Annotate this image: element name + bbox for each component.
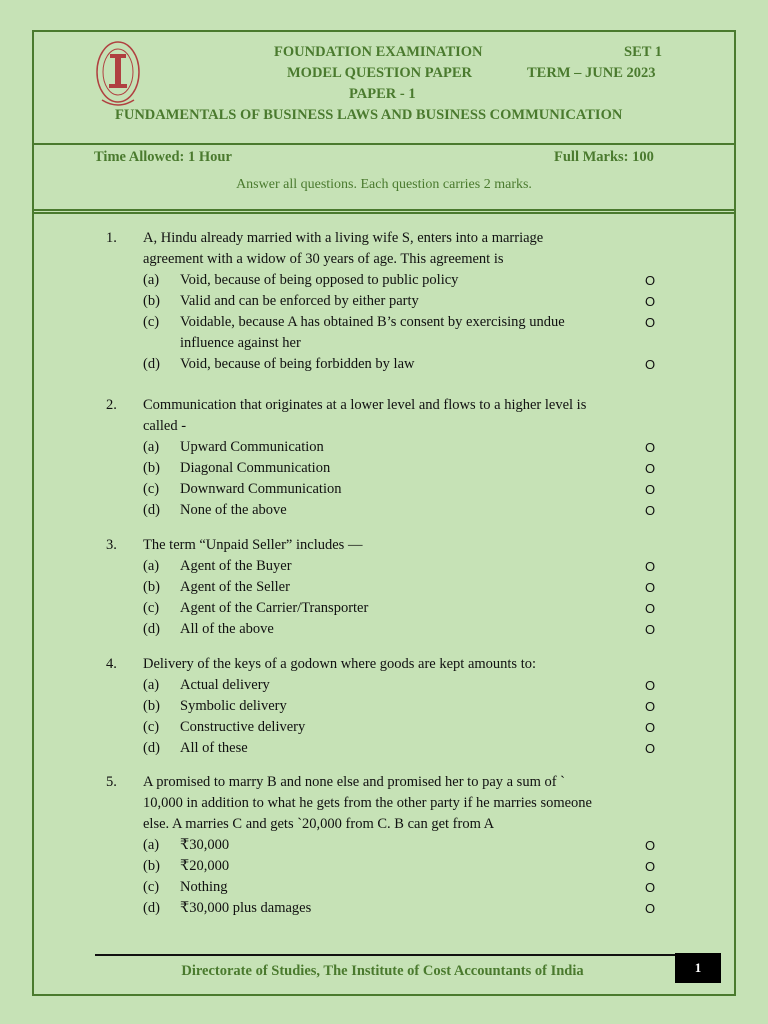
full-marks: Full Marks: 100 [554, 149, 654, 165]
answer-bubble[interactable]: O [645, 678, 656, 693]
option-text: Void, because of being opposed to public policy [180, 272, 459, 288]
answer-bubble[interactable]: O [645, 273, 656, 288]
answer-bubble[interactable]: O [645, 622, 656, 637]
question-text: 10,000 in addition to what he gets from the other party if he marries someone [143, 795, 592, 811]
option-text: Void, because of being forbidden by law [180, 356, 415, 372]
question-text: else. A marries C and gets `20,000 from C. B can get from A [143, 816, 495, 832]
answer-bubble[interactable]: O [645, 503, 656, 518]
answer-bubble[interactable]: O [645, 559, 656, 574]
question-text: The term “Unpaid Seller” includes — [143, 537, 363, 553]
answer-bubble[interactable]: O [645, 838, 656, 853]
option-text: Diagonal Communication [180, 460, 331, 476]
answer-bubble[interactable]: O [645, 699, 656, 714]
option-label: (d) [143, 900, 160, 916]
question-number: 2. [106, 397, 117, 413]
option-text: Downward Communication [180, 481, 342, 497]
option-label: (b) [143, 858, 160, 874]
option-label: (b) [143, 579, 160, 595]
option-text: ₹20,000 [180, 858, 230, 874]
answer-bubble[interactable]: O [645, 720, 656, 735]
question-text: agreement with a widow of 30 years of age. This agreement is [143, 251, 504, 267]
option-text: Upward Communication [180, 439, 324, 455]
option-text: Agent of the Seller [180, 579, 290, 595]
option-label: (d) [143, 356, 160, 372]
option-label: (b) [143, 293, 160, 309]
exam-info [34, 145, 734, 211]
option-text: Voidable, because A has obtained B’s consent by exercising undue [180, 314, 565, 330]
option-label: (c) [143, 879, 160, 895]
option-label: (a) [143, 677, 160, 693]
question-number: 1. [106, 230, 117, 246]
divider [34, 212, 734, 214]
question-text: A, Hindu already married with a living wife S, enters into a marriage [143, 230, 544, 246]
exam-title: FOUNDATION EXAMINATION [274, 44, 483, 60]
option-text-continued: influence against her [180, 335, 301, 351]
institute-logo-icon [94, 38, 142, 112]
option-text: Nothing [180, 879, 228, 895]
question-text: called - [143, 418, 187, 434]
option-label: (d) [143, 621, 160, 637]
instructions: Answer all questions. Each question carries 2 marks. [236, 177, 532, 192]
question-number: 5. [106, 774, 117, 790]
question-number: 4. [106, 656, 117, 672]
option-text: None of the above [180, 502, 287, 518]
option-text: Actual delivery [180, 677, 270, 693]
question-number: 3. [106, 537, 117, 553]
option-label: (c) [143, 600, 160, 616]
option-label: (d) [143, 740, 160, 756]
option-text: ₹30,000 [180, 837, 230, 853]
option-text: Constructive delivery [180, 719, 306, 735]
answer-bubble[interactable]: O [645, 482, 656, 497]
answer-bubble[interactable]: O [645, 741, 656, 756]
answer-bubble[interactable]: O [645, 880, 656, 895]
footer-rule [95, 954, 675, 956]
answer-bubble[interactable]: O [645, 901, 656, 916]
time-allowed: Time Allowed: 1 Hour [94, 149, 232, 165]
option-text: All of these [180, 740, 248, 756]
term-label: TERM – JUNE 2023 [527, 65, 656, 81]
question-text: Communication that originates at a lower level and flows to a higher level is [143, 397, 587, 413]
answer-bubble[interactable]: O [645, 294, 656, 309]
answer-bubble[interactable]: O [645, 315, 656, 330]
option-text: Agent of the Carrier/Transporter [180, 600, 369, 616]
answer-bubble[interactable]: O [645, 461, 656, 476]
question-text: A promised to marry B and none else and promised her to pay a sum of ` [143, 774, 566, 790]
answer-bubble[interactable]: O [645, 357, 656, 372]
answer-bubble[interactable]: O [645, 440, 656, 455]
option-label: (c) [143, 719, 160, 735]
page-number: 1 [675, 953, 721, 983]
answer-bubble[interactable]: O [645, 580, 656, 595]
option-text: Valid and can be enforced by either party [180, 293, 419, 309]
set-label: SET 1 [624, 44, 663, 60]
paper-number: PAPER - 1 [349, 86, 416, 102]
option-text: All of the above [180, 621, 274, 637]
option-text: ₹30,000 plus damages [180, 900, 312, 916]
option-label: (c) [143, 481, 160, 497]
option-label: (b) [143, 460, 160, 476]
option-text: Symbolic delivery [180, 698, 287, 714]
answer-bubble[interactable]: O [645, 601, 656, 616]
footer-text: Directorate of Studies, The Institute of Cost Accountants of India [181, 963, 584, 979]
option-label: (a) [143, 558, 160, 574]
header [34, 32, 734, 145]
option-label: (a) [143, 272, 160, 288]
option-text: Agent of the Buyer [180, 558, 292, 574]
answer-bubble[interactable]: O [645, 859, 656, 874]
question-text: Delivery of the keys of a godown where goods are kept amounts to: [143, 656, 537, 672]
subject-title: FUNDAMENTALS OF BUSINESS LAWS AND BUSINESS COMMUNICATION [115, 107, 623, 123]
option-label: (b) [143, 698, 160, 714]
option-label: (d) [143, 502, 160, 518]
option-label: (a) [143, 837, 160, 853]
paper-type: MODEL QUESTION PAPER [287, 65, 473, 81]
option-label: (a) [143, 439, 160, 455]
option-label: (c) [143, 314, 160, 330]
